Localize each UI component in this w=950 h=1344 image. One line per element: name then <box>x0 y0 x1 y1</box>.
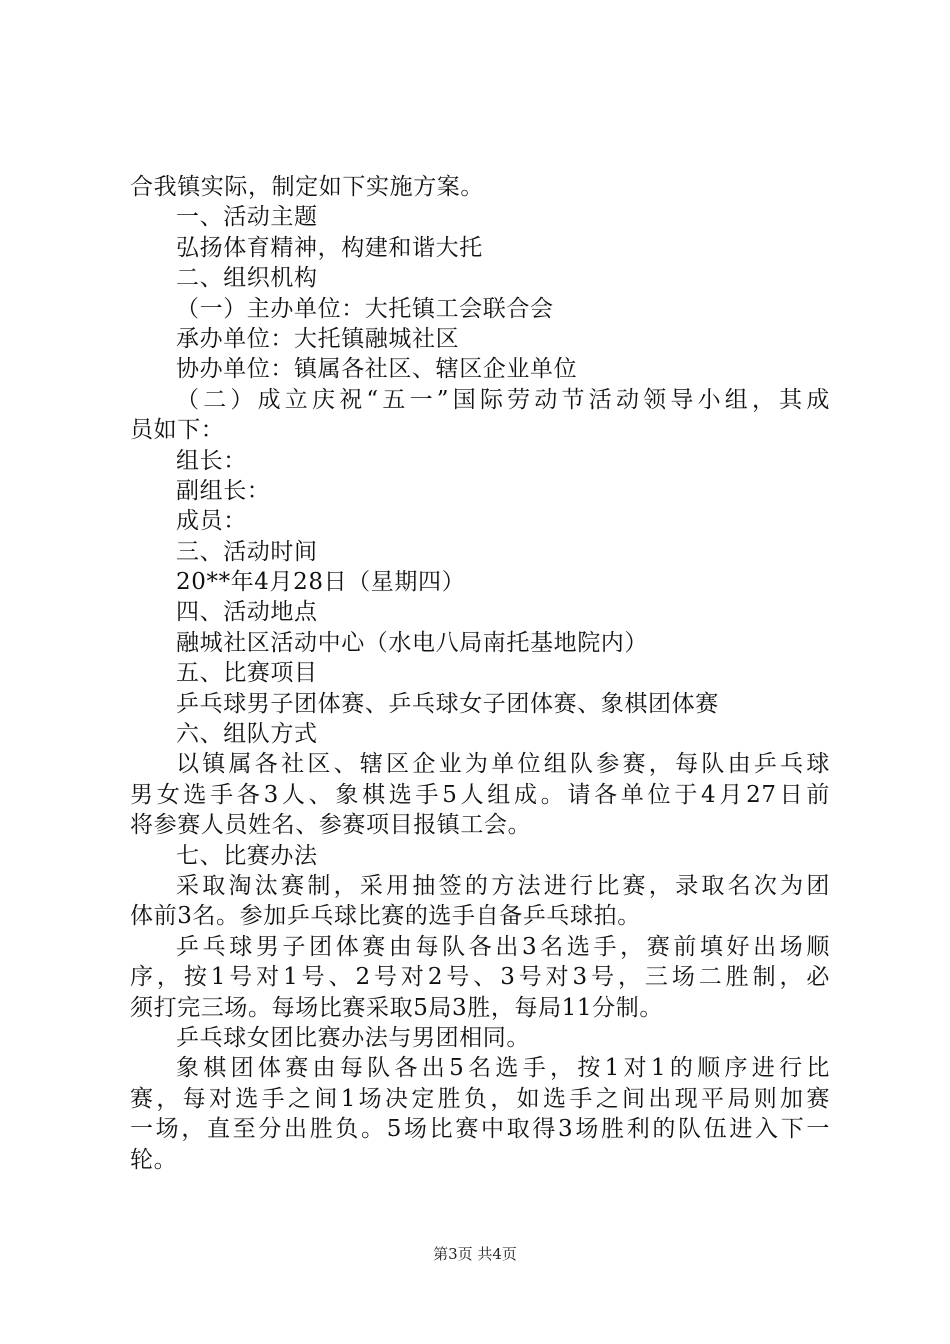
text-line: 序，按1号对1号、2号对2号、3号对3号，三场二胜制，必 <box>130 964 830 991</box>
text-line: 赛，每对选手之间1场决定胜负，如选手之间出现平局则加赛 <box>130 1085 830 1112</box>
text-line: 弘扬体育精神，构建和谐大托 <box>176 234 483 261</box>
text-line: 男女选手各3人、象棋选手5人组成。请各单位于4月27日前 <box>130 781 830 808</box>
text-line: 乒乓球男子团体赛、乒乓球女子团体赛、象棋团体赛 <box>176 690 719 717</box>
text-line: 副组长： <box>176 477 271 504</box>
section-heading-organization: 二、组织机构 <box>176 265 318 292</box>
text-line: 乒乓球男子团体赛由每队各出3名选手，赛前填好出场顺 <box>176 933 830 960</box>
text-line: 象棋团体赛由每队各出5名选手，按1对1的顺序进行比 <box>176 1055 830 1082</box>
text-line: 融城社区活动中心（水电八局南托基地院内） <box>176 629 648 656</box>
text-line: 承办单位：大托镇融城社区 <box>176 325 460 352</box>
section-heading-location: 四、活动地点 <box>176 599 318 626</box>
text-line: 合我镇实际，制定如下实施方案。 <box>130 174 484 200</box>
text-line: 组长： <box>176 447 247 474</box>
text-line: （二）成立庆祝“五一”国际劳动节活动领导小组，其成 <box>176 386 830 413</box>
text-line: 成员： <box>176 508 247 535</box>
page-footer: 第3页 共4页 <box>433 1245 517 1263</box>
section-heading-time: 三、活动时间 <box>176 538 318 565</box>
text-line: 20**年4月28日（星期四） <box>176 569 466 596</box>
document-body <box>130 172 830 1175</box>
text-line: 员如下： <box>130 417 225 444</box>
section-heading-rules: 七、比赛办法 <box>176 842 318 869</box>
text-line: 轮。 <box>130 1146 178 1173</box>
text-line: 协办单位：镇属各社区、辖区企业单位 <box>176 356 578 383</box>
text-line: 采取淘汰赛制，采用抽签的方法进行比赛，录取名次为团 <box>176 872 830 899</box>
section-heading-events: 五、比赛项目 <box>176 660 318 687</box>
text-line: 须打完三场。每场比赛采取5局3胜，每局11分制。 <box>130 994 663 1021</box>
text-line: 以镇属各社区、辖区企业为单位组队参赛，每队由乒乓球 <box>176 751 830 778</box>
text-line: 乒乓球女团比赛办法与男团相同。 <box>176 1024 530 1051</box>
text-line: 一场，直至分出胜负。5场比赛中取得3场胜利的队伍进入下一 <box>130 1116 830 1143</box>
text-line: 将参赛人员姓名、参赛项目报镇工会。 <box>130 812 532 839</box>
text-line: （一）主办单位：大托镇工会联合会 <box>176 295 554 322</box>
section-heading-teams: 六、组队方式 <box>176 721 318 748</box>
section-heading-theme: 一、活动主题 <box>176 204 318 231</box>
text-line: 体前3名。参加乒乓球比赛的选手自备乒乓球拍。 <box>130 903 641 930</box>
